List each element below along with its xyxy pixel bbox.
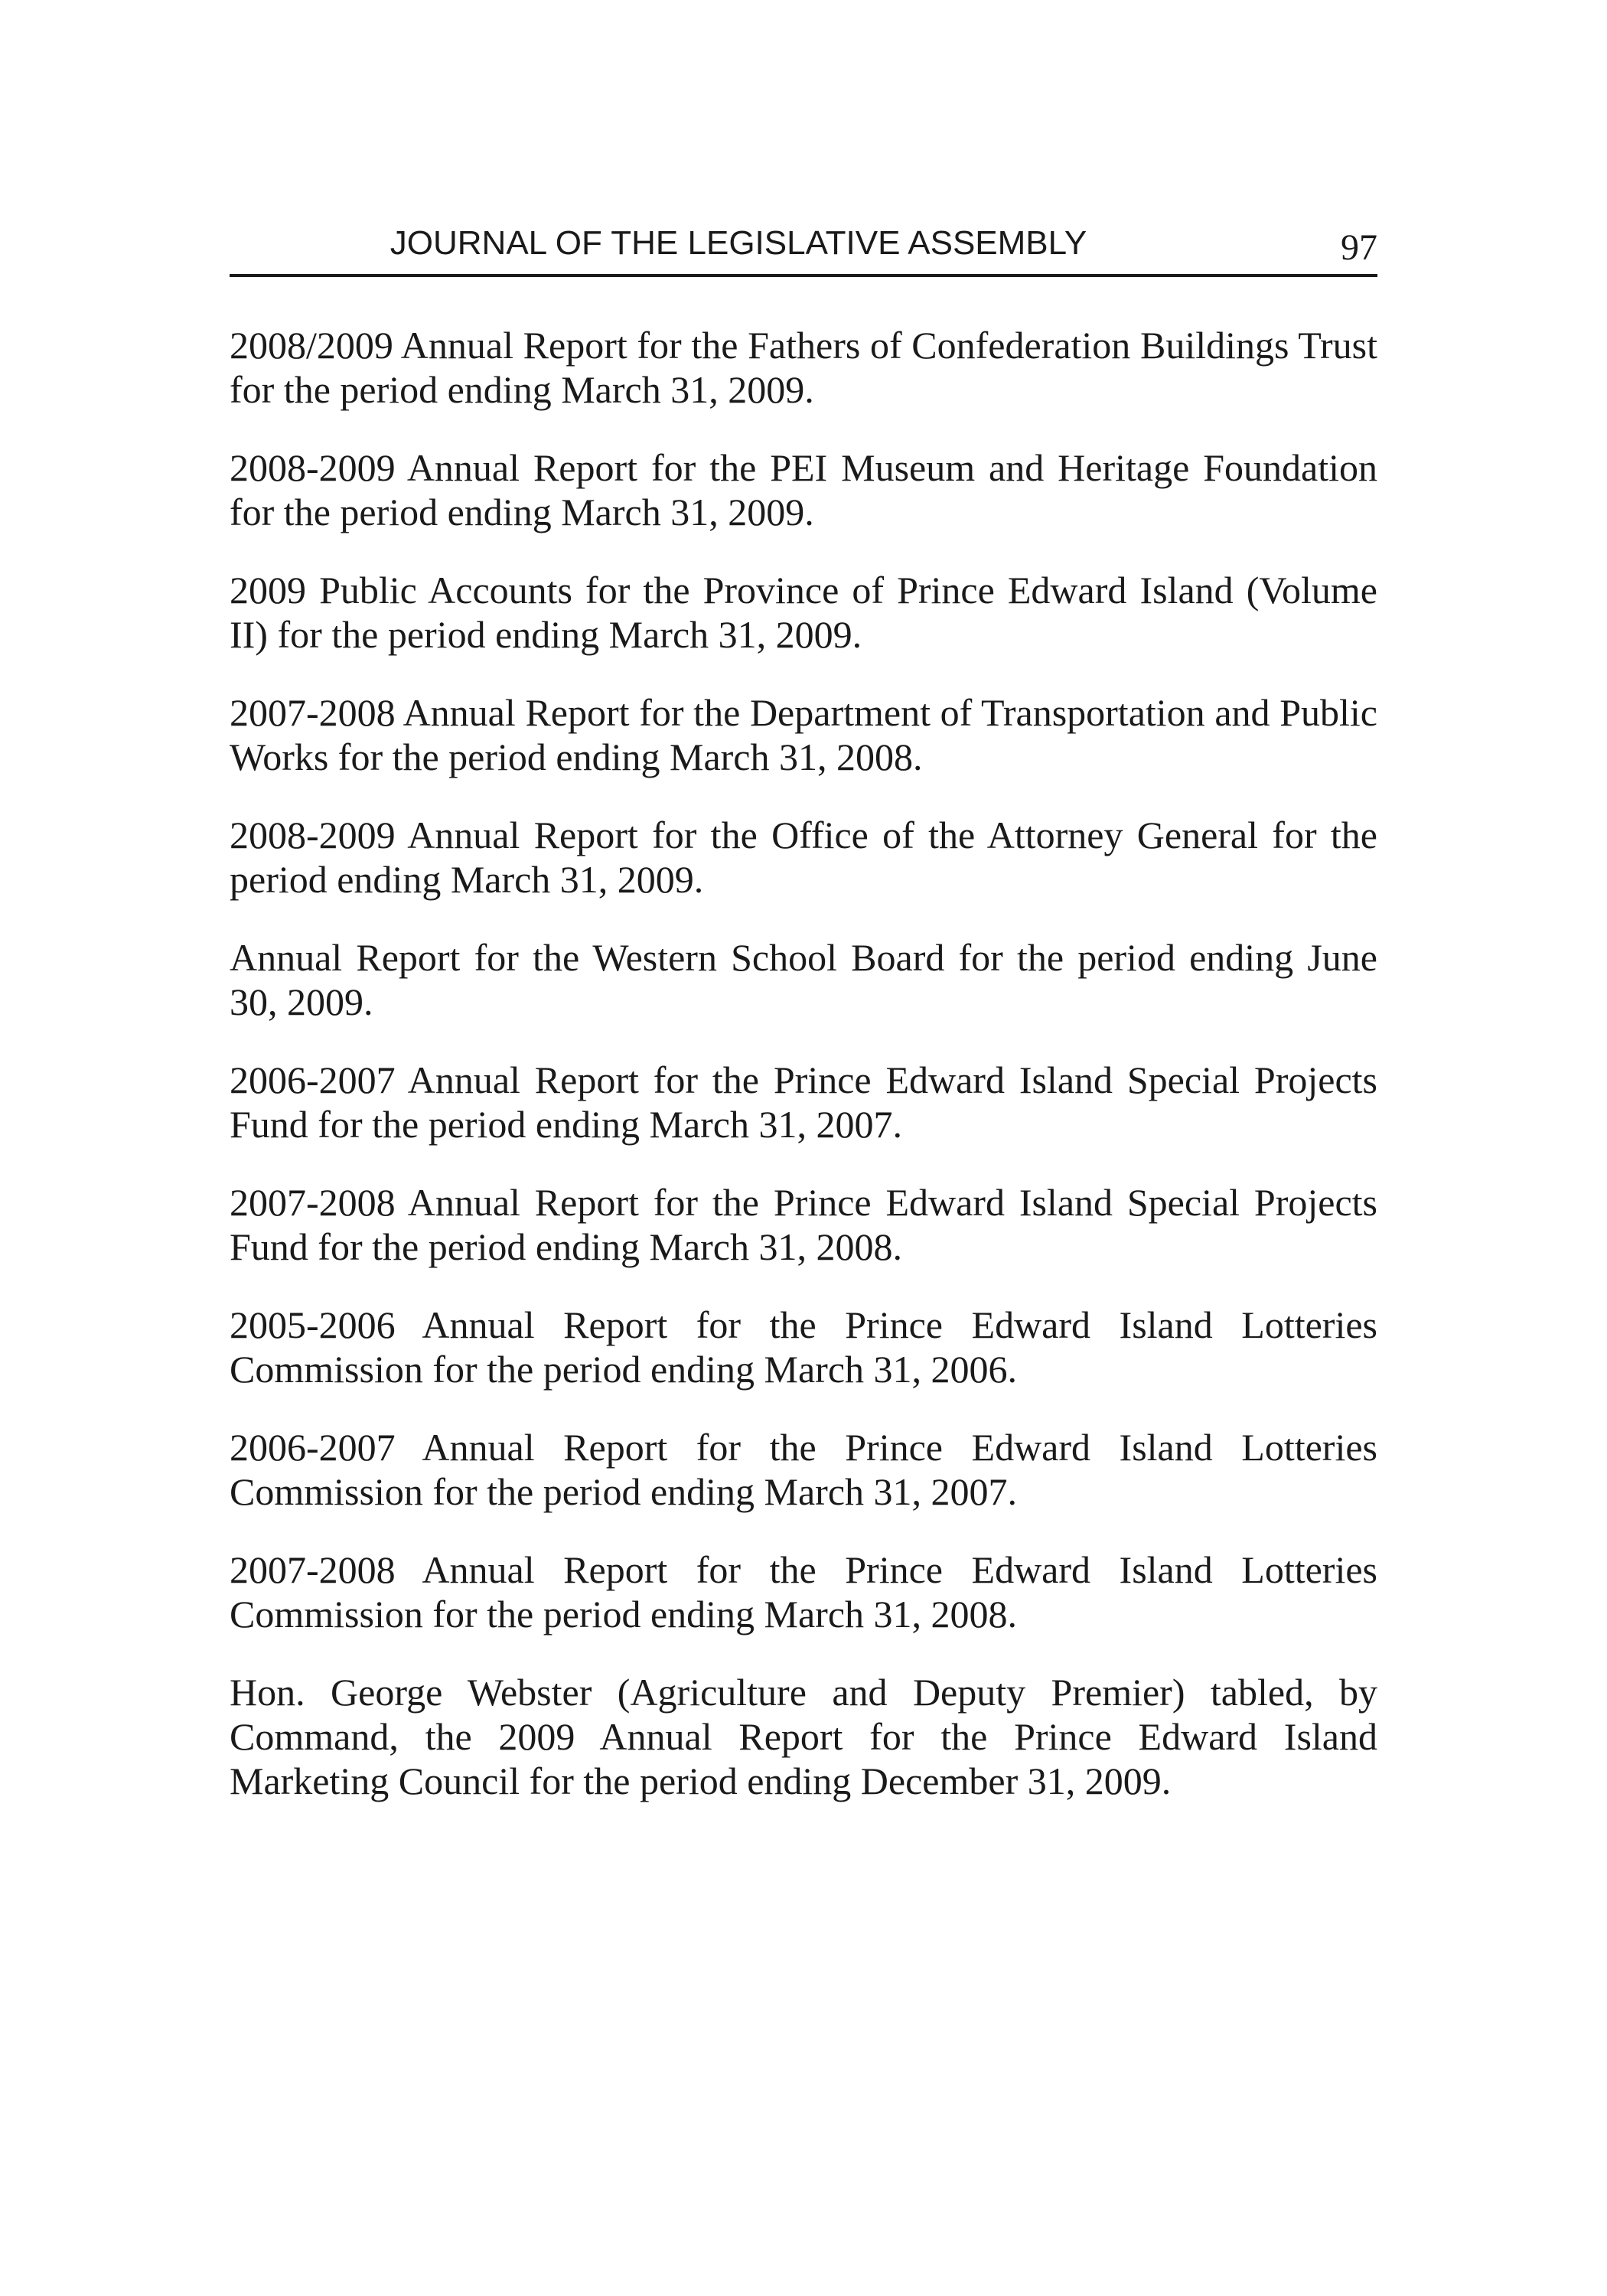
journal-title: JOURNAL OF THE LEGISLATIVE ASSEMBLY — [390, 224, 1087, 262]
page-number: 97 — [1341, 227, 1377, 268]
tabled-document-entry: 2008-2009 Annual Report for the Office of the Attorney General for the period ending March 31, 2009. — [230, 814, 1377, 901]
tabled-documents-list — [230, 323, 1377, 1803]
tabled-document-entry: 2006-2007 Annual Report for the Prince Edward Island Lotteries Commission for the period ending March 31, 2007. — [230, 1426, 1377, 1513]
tabled-document-entry: 2008-2009 Annual Report for the PEI Museum and Heritage Foundation for the period ending March 31, 2009. — [230, 446, 1377, 533]
tabled-document-entry: 2007-2008 Annual Report for the Prince Edward Island Lotteries Commission for the period ending March 31, 2008. — [230, 1548, 1377, 1636]
tabled-document-entry: 2007-2008 Annual Report for the Prince Edward Island Special Projects Fund for the period ending March 31, 2008. — [230, 1181, 1377, 1268]
tabled-document-entry: Annual Report for the Western School Board for the period ending June 30, 2009. — [230, 936, 1377, 1023]
tabled-document-entry: 2008/2009 Annual Report for the Fathers of Confederation Buildings Trust for the period ending March 31, 2009. — [230, 324, 1377, 411]
tabled-document-entry: 2005-2006 Annual Report for the Prince Edward Island Lotteries Commission for the period ending March 31, 2006. — [230, 1303, 1377, 1391]
tabled-document-entry: 2007-2008 Annual Report for the Department of Transportation and Public Works for the period ending March 31, 2008. — [230, 691, 1377, 778]
tabling-statement: Hon. George Webster (Agriculture and Deputy Premier) tabled, by Command, the 2009 Annual Report for the Prince Edward Island Marketing Council for the period ending December 31, 2009. — [230, 1671, 1377, 1802]
tabled-document-entry: 2009 Public Accounts for the Province of Prince Edward Island (Volume II) for the period ending March 31, 2009. — [230, 569, 1377, 656]
tabled-document-entry: 2006-2007 Annual Report for the Prince Edward Island Special Projects Fund for the period ending March 31, 2007. — [230, 1058, 1377, 1146]
journal-page — [230, 222, 1377, 1837]
running-header — [230, 222, 1377, 277]
